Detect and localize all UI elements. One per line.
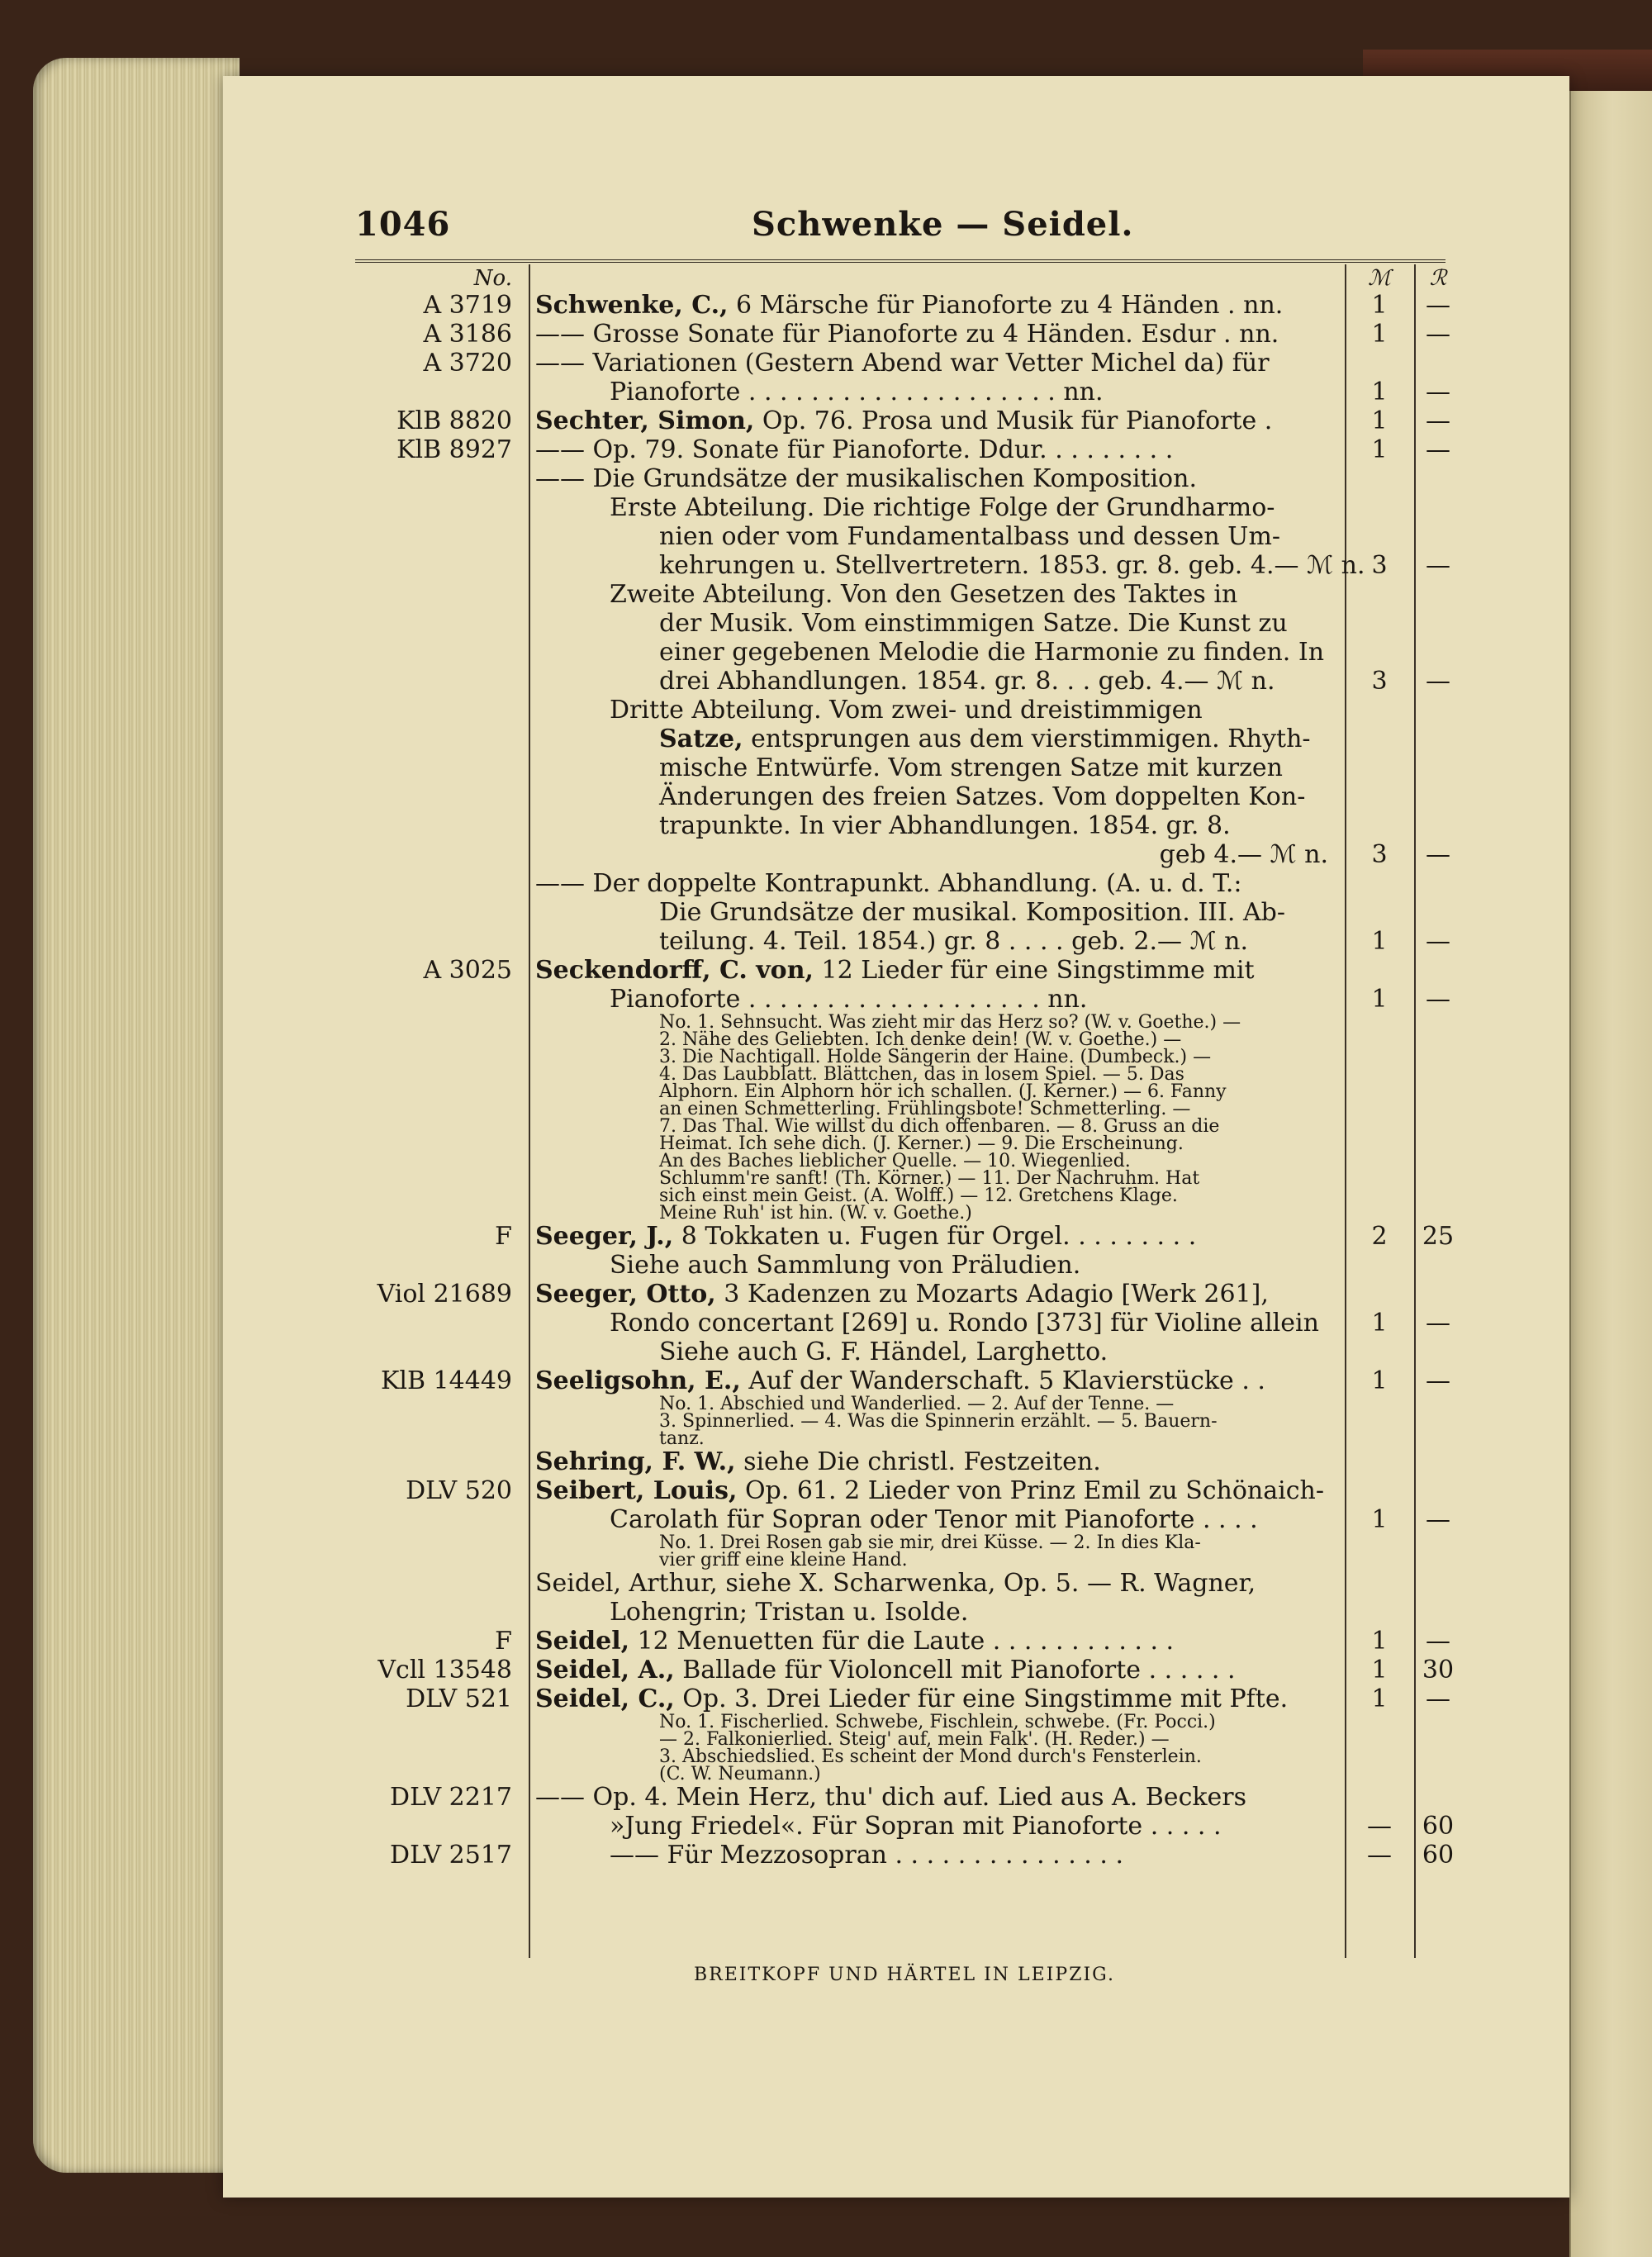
author-name: Schwenke, C., bbox=[535, 291, 729, 320]
contents-line: Schlumm're sanft! (Th. Körner.) — 11. Der Nachruhm. Hat bbox=[659, 1168, 1200, 1189]
price-mark: 1 bbox=[1371, 1656, 1388, 1684]
price-pfennig: 25 bbox=[1422, 1222, 1455, 1251]
catalog-number: DLV 2517 bbox=[390, 1841, 512, 1870]
author-name: Seibert, Louis, bbox=[535, 1476, 738, 1505]
price-mark: 1 bbox=[1371, 1627, 1388, 1656]
author-name: Seeger, J., bbox=[535, 1222, 674, 1251]
catalog-number: DLV 520 bbox=[406, 1476, 512, 1505]
author-name: Sechter, Simon, bbox=[535, 406, 755, 435]
column-header-mark: ℳ bbox=[1368, 266, 1391, 291]
contents-line: 7. Das Thal. Wie willst du dich offenbaren. — 8. Gruss an die bbox=[659, 1116, 1220, 1137]
entry-text: —— Der doppelte Kontrapunkt. Abhandlung. (A. u. d. T.: bbox=[535, 869, 1242, 898]
catalog-number: DLV 2217 bbox=[390, 1783, 512, 1812]
entry-text: Sechter, Simon, Op. 76. Prosa und Musik für Pianoforte . bbox=[535, 406, 1273, 435]
entry-text: mische Entwürfe. Vom strengen Satze mit kurzen bbox=[659, 753, 1283, 782]
entry-text: Dritte Abteilung. Vom zwei- und dreistimmigen bbox=[610, 696, 1203, 725]
header-rule bbox=[355, 259, 1446, 263]
entry-text: Rondo concertant [269] u. Rondo [373] für Violine allein bbox=[610, 1309, 1319, 1338]
price-pfennig: — bbox=[1426, 435, 1450, 464]
price-mark: — bbox=[1367, 1812, 1392, 1841]
author-name: Seidel, A., bbox=[535, 1656, 675, 1684]
contents-line: No. 1. Fischerlied. Schwebe, Fischlein, schwebe. (Fr. Pocci.) bbox=[659, 1712, 1216, 1732]
running-title: Schwenke — Seidel. bbox=[752, 205, 1134, 244]
entry-text: Seidel, C., Op. 3. Drei Lieder für eine Singstimme mit Pfte. bbox=[535, 1684, 1289, 1713]
price-pfennig: — bbox=[1426, 667, 1450, 696]
contents-line: An des Baches lieblicher Quelle. — 10. Wiegenlied. bbox=[659, 1151, 1131, 1171]
price-pfennig: — bbox=[1426, 1366, 1450, 1395]
price-pfennig: — bbox=[1426, 320, 1450, 349]
price-pfennig: — bbox=[1426, 1505, 1450, 1534]
author-name: Seckendorff, C. von, bbox=[535, 956, 814, 985]
price-mark: 1 bbox=[1371, 291, 1388, 320]
price-mark: 1 bbox=[1371, 927, 1388, 956]
catalog-number: DLV 521 bbox=[406, 1684, 512, 1713]
price-mark: 1 bbox=[1371, 1684, 1388, 1713]
contents-line: (C. W. Neumann.) bbox=[659, 1764, 821, 1784]
contents-line: 3. Abschiedslied. Es scheint der Mond durch's Fensterlein. bbox=[659, 1746, 1202, 1767]
price-mark: 1 bbox=[1371, 985, 1388, 1014]
entry-text: Sehring, F. W., siehe Die christl. Festzeiten. bbox=[535, 1447, 1101, 1476]
catalog-number: KlB 14449 bbox=[380, 1366, 512, 1395]
entry-text: Lohengrin; Tristan u. Isolde. bbox=[610, 1598, 969, 1627]
entry-text: geb 4.— ℳ n. bbox=[1159, 840, 1328, 869]
contents-line: 3. Spinnerlied. — 4. Was die Spinnerin erzählt. — 5. Bauern- bbox=[659, 1411, 1218, 1432]
price-pfennig: 60 bbox=[1422, 1841, 1455, 1870]
price-pfennig: — bbox=[1426, 985, 1450, 1014]
entry-text: Seidel, A., Ballade für Violoncell mit Pianoforte . . . . . . bbox=[535, 1656, 1236, 1684]
entry-text: Seeligsohn, E., Auf der Wanderschaft. 5 Klavierstücke . . bbox=[535, 1366, 1265, 1395]
entry-text: der Musik. Vom einstimmigen Satze. Die Kunst zu bbox=[659, 609, 1288, 638]
contents-line: 2. Nähe des Geliebten. Ich denke dein! (W. v. Goethe.) — bbox=[659, 1029, 1182, 1050]
price-pfennig: — bbox=[1426, 840, 1450, 869]
entry-text: kehrungen u. Stellvertretern. 1853. gr. 8. geb. 4.— ℳ n. bbox=[659, 551, 1365, 580]
entry-text: Die Grundsätze der musikal. Komposition. III. Ab- bbox=[659, 898, 1285, 927]
price-mark: 1 bbox=[1371, 1366, 1388, 1395]
price-pfennig: — bbox=[1426, 378, 1450, 406]
entry-text: Seibert, Louis, Op. 61. 2 Lieder von Prinz Emil zu Schönaich- bbox=[535, 1476, 1324, 1505]
entry-text: Seckendorff, C. von, 12 Lieder für eine Singstimme mit bbox=[535, 956, 1255, 985]
contents-line: vier griff eine kleine Hand. bbox=[659, 1550, 908, 1570]
price-mark: 2 bbox=[1371, 1222, 1388, 1251]
entry-text: teilung. 4. Teil. 1854.) gr. 8 . . . . geb. 2.— ℳ n. bbox=[659, 927, 1248, 956]
contents-line: No. 1. Sehnsucht. Was zieht mir das Herz so? (W. v. Goethe.) — bbox=[659, 1012, 1241, 1033]
author-name: Sehring, F. W., bbox=[535, 1447, 736, 1476]
price-pfennig: — bbox=[1426, 1627, 1450, 1656]
entry-text: einer gegebenen Melodie die Harmonie zu finden. In bbox=[659, 638, 1325, 667]
publisher-footer: BREITKOPF UND HÄRTEL IN LEIPZIG. bbox=[694, 1965, 1115, 1985]
price-mark: 1 bbox=[1371, 378, 1388, 406]
entry-text: Seeger, Otto, 3 Kadenzen zu Mozarts Adagio [Werk 261], bbox=[535, 1280, 1269, 1309]
entry-text: Pianoforte . . . . . . . . . . . . . . . . . . . nn. bbox=[610, 985, 1088, 1014]
author-name: Seidel, C., bbox=[535, 1684, 675, 1713]
entry-text: Erste Abteilung. Die richtige Folge der Grundharmo- bbox=[610, 493, 1275, 522]
catalog-number: A 3186 bbox=[423, 320, 512, 349]
entry-text: »Jung Friedel«. Für Sopran mit Pianoforte . . . . . bbox=[610, 1812, 1222, 1841]
entry-text: —— Die Grundsätze der musikalischen Komposition. bbox=[535, 464, 1197, 493]
price-mark: 1 bbox=[1371, 406, 1388, 435]
price-mark: 1 bbox=[1371, 1309, 1388, 1338]
entry-text: Seeger, J., 8 Tokkaten u. Fugen für Orgel. . . . . . . . . bbox=[535, 1222, 1197, 1251]
contents-line: 3. Die Nachtigall. Holde Sängerin der Haine. (Dumbeck.) — bbox=[659, 1047, 1212, 1067]
entry-text: —— Für Mezzosopran . . . . . . . . . . . . . . . bbox=[610, 1841, 1123, 1870]
price-pfennig: 60 bbox=[1422, 1812, 1455, 1841]
catalog-number: A 3719 bbox=[423, 291, 512, 320]
contents-line: No. 1. Drei Rosen gab sie mir, drei Küsse. — 2. In dies Kla- bbox=[659, 1532, 1201, 1553]
contents-line: Meine Ruh' ist hin. (W. v. Goethe.) bbox=[659, 1203, 972, 1224]
page-header bbox=[355, 205, 1429, 246]
facing-page-edge bbox=[1569, 91, 1652, 2257]
contents-line: sich einst mein Geist. (A. Wolff.) — 12. Gretchens Klage. bbox=[659, 1186, 1178, 1206]
price-pfennig: — bbox=[1426, 1309, 1450, 1338]
entry-text: Siehe auch G. F. Händel, Larghetto. bbox=[659, 1338, 1108, 1366]
price-mark: 1 bbox=[1371, 320, 1388, 349]
price-mark: 1 bbox=[1371, 1505, 1388, 1534]
entry-text: Seidel, 12 Menuetten für die Laute . . . . . . . . . . . . bbox=[535, 1627, 1175, 1656]
price-pfennig: — bbox=[1426, 291, 1450, 320]
price-pfennig: — bbox=[1426, 1684, 1450, 1713]
entry-text: —— Grosse Sonate für Pianoforte zu 4 Händen. Esdur . nn. bbox=[535, 320, 1279, 349]
price-pfennig: — bbox=[1426, 551, 1450, 580]
entry-text: Carolath für Sopran oder Tenor mit Pianoforte . . . . bbox=[610, 1505, 1258, 1534]
contents-line: Heimat. Ich sehe dich. (J. Kerner.) — 9. Die Erscheinung. bbox=[659, 1133, 1184, 1154]
catalog-number: KlB 8927 bbox=[396, 435, 512, 464]
entry-text: Siehe auch Sammlung von Präludien. bbox=[610, 1251, 1081, 1280]
price-pfennig: — bbox=[1426, 927, 1450, 956]
author-name: Satze, bbox=[659, 725, 743, 753]
entry-text: trapunkte. In vier Abhandlungen. 1854. gr. 8. bbox=[659, 811, 1231, 840]
entry-text: Seidel, Arthur, siehe X. Scharwenka, Op. 5. — R. Wagner, bbox=[535, 1569, 1256, 1598]
entry-text: —— Op. 4. Mein Herz, thu' dich auf. Lied aus A. Beckers bbox=[535, 1783, 1247, 1812]
catalog-number: Vcll 13548 bbox=[377, 1656, 512, 1684]
price-mark: 3 bbox=[1371, 551, 1388, 580]
entry-text: nien oder vom Fundamentalbass und dessen Um- bbox=[659, 522, 1281, 551]
book-page-edges bbox=[33, 58, 240, 2173]
entry-text: drei Abhandlungen. 1854. gr. 8. . . geb. 4.— ℳ n. bbox=[659, 667, 1275, 696]
column-header-pfennig: ℛ bbox=[1429, 266, 1447, 291]
catalog-number: F bbox=[495, 1222, 512, 1251]
catalog-number: A 3720 bbox=[423, 349, 512, 378]
entry-text: Pianoforte . . . . . . . . . . . . . . . . . . . . nn. bbox=[610, 378, 1104, 406]
price-pfennig: — bbox=[1426, 406, 1450, 435]
contents-line: 4. Das Laubblatt. Blättchen, das in losem Spiel. — 5. Das bbox=[659, 1064, 1184, 1085]
entry-text: Änderungen des freien Satzes. Vom doppelten Kon- bbox=[659, 782, 1306, 811]
contents-line: — 2. Falkonierlied. Steig' auf, mein Falk'. (H. Reder.) — bbox=[659, 1729, 1170, 1750]
price-mark: — bbox=[1367, 1841, 1392, 1870]
entry-text: —— Variationen (Gestern Abend war Vetter Michel da) für bbox=[535, 349, 1270, 378]
catalog-number: KlB 8820 bbox=[396, 406, 512, 435]
price-pfennig: 30 bbox=[1422, 1656, 1455, 1684]
catalog-number: F bbox=[495, 1627, 512, 1656]
author-name: Seeligsohn, E., bbox=[535, 1366, 741, 1395]
price-mark: 3 bbox=[1371, 667, 1388, 696]
price-mark: 1 bbox=[1371, 435, 1388, 464]
entry-text: —— Op. 79. Sonate für Pianoforte. Ddur. . . . . . . . . bbox=[535, 435, 1174, 464]
column-divider-no bbox=[529, 264, 530, 1958]
author-name: Seeger, Otto, bbox=[535, 1280, 716, 1309]
entry-text: Zweite Abteilung. Von den Gesetzen des Taktes in bbox=[610, 580, 1238, 609]
page-number: 1046 bbox=[355, 205, 451, 244]
price-mark: 3 bbox=[1371, 840, 1388, 869]
entry-text: Schwenke, C., 6 Märsche für Pianoforte zu 4 Händen . nn. bbox=[535, 291, 1284, 320]
contents-line: Alphorn. Ein Alphorn hör ich schallen. (J. Kerner.) — 6. Fanny bbox=[659, 1081, 1227, 1102]
entry-text: Satze, entsprungen aus dem vierstimmigen. Rhyth- bbox=[659, 725, 1311, 753]
column-header-no: No. bbox=[473, 266, 512, 291]
author-name: Seidel, bbox=[535, 1627, 630, 1656]
contents-line: tanz. bbox=[659, 1428, 705, 1449]
contents-line: No. 1. Abschied und Wanderlied. — 2. Auf der Tenne. — bbox=[659, 1394, 1175, 1414]
catalog-number: A 3025 bbox=[423, 956, 512, 985]
contents-line: an einen Schmetterling. Frühlingsbote! Schmetterling. — bbox=[659, 1099, 1191, 1119]
catalog-number: Viol 21689 bbox=[377, 1280, 512, 1309]
